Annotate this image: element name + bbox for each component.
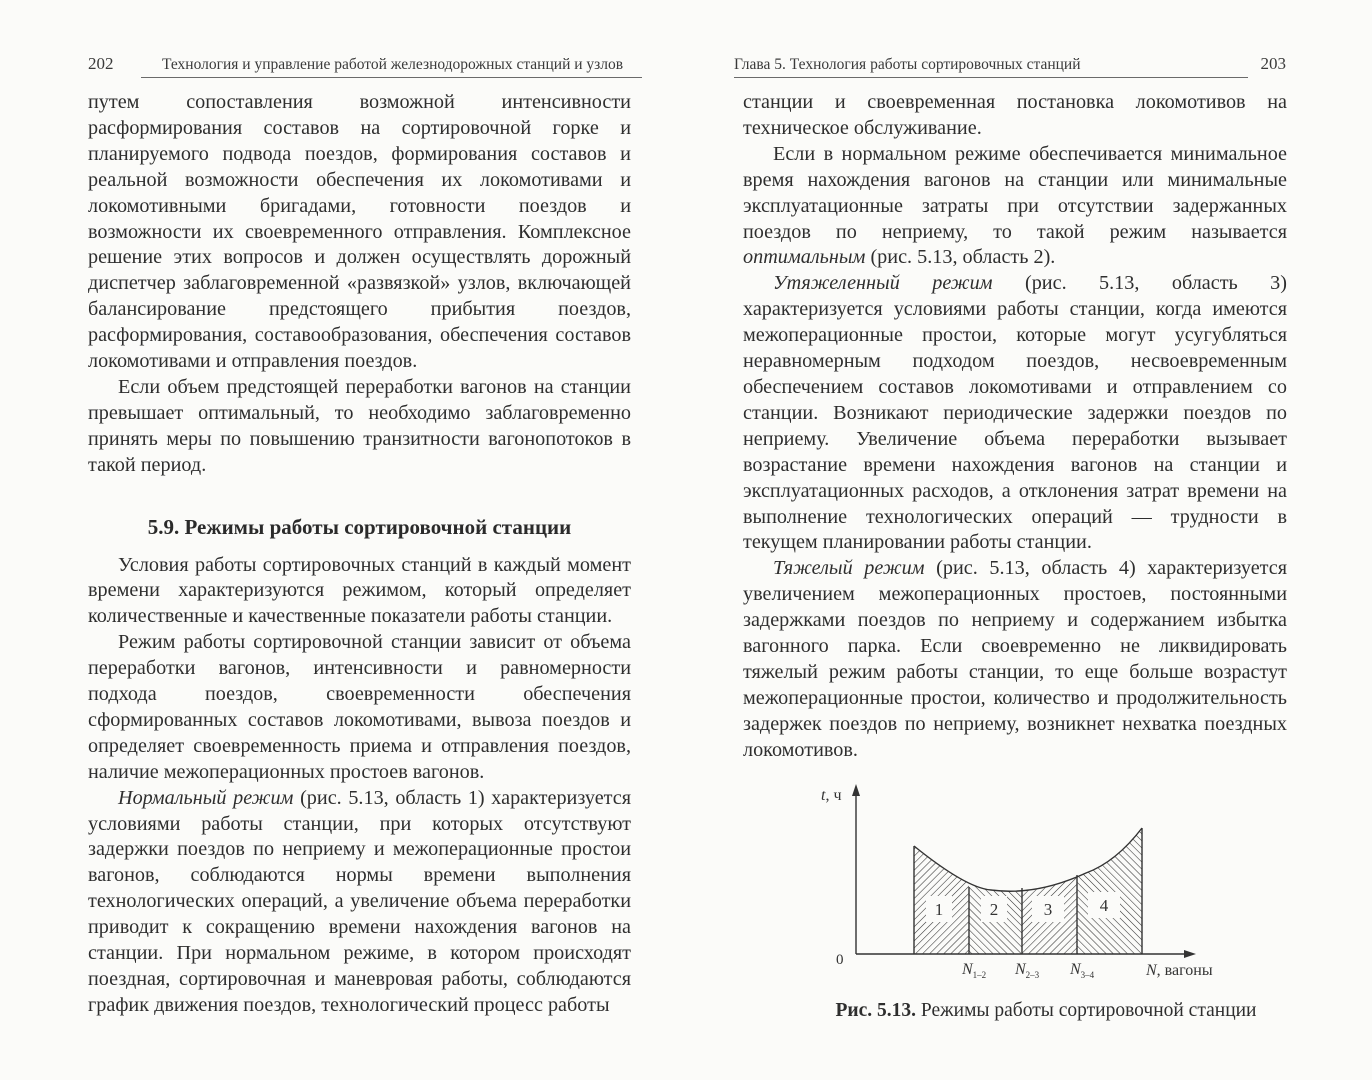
x-axis-label: N, вагоны (1146, 962, 1213, 979)
term-heavy-mode: Утяжеленный режим (773, 272, 993, 295)
origin-label: 0 (836, 952, 844, 968)
paragraph: станции и своевременная постановка локомотивов на техническое обслуживание. (743, 91, 1287, 139)
region-2 (969, 770, 1022, 954)
term-severe-mode: Тяжелый режим (773, 557, 925, 580)
paragraph: Условия работы сортировочных станций в каждый момент времени характеризуются режимом, который определяет количественные и качественные показатели работы станции. (88, 553, 631, 628)
y-axis-label: t, ч (821, 787, 842, 804)
paragraph: путем сопоставления возможной интенсивности расформирования составов на сортировочной горке и планируемого подвода поездов, формирования составов и реальной возможности обеспечения их локомотивами и локомотивными бригадами, готовности поездов и возможности их своевременного отправления. Комплексное решение этих вопросов и должен осуществлять дорожный диспетчер заблаговременной «развязкой» узлов, включающей балансирование предстоящего прибытия поездов, расформирования, составообразования, обеспечения составов локомотивами и отправления поездов. (88, 91, 631, 373)
running-head-right (734, 54, 1286, 74)
region-1 (914, 770, 969, 954)
paragraph-severe-mode (743, 556, 1287, 763)
paragraph: Режим работы сортировочной станции зависит от объема переработки вагонов, интенсивности и равномерности подхода поездов, своевременности обеспечения сформированных составов локомотивами, вывоза поездов и определяет своевременность приема и отправления поездов, наличие межоперационных простоев вагонов. (88, 631, 631, 783)
region-label-3: 3 (1043, 900, 1053, 919)
page-number: 202 (88, 54, 114, 73)
caption-text: Режимы работы сортировочной станции (916, 1000, 1257, 1021)
x-tick-n34: $N_{3-4}$ (1070, 961, 1095, 980)
x-axis-arrow-icon (1184, 950, 1196, 958)
x-tick-n12: $N_{1-2}$ (962, 961, 987, 980)
caption-label: Рис. 5.13. (835, 1000, 917, 1021)
region-label-4: 4 (1099, 896, 1109, 915)
x-tick-n23: $N_{2-3}$ (1015, 961, 1040, 980)
paragraph-optimal-mode (743, 142, 1287, 272)
running-title: Глава 5. Технология работы сортировочных станций (734, 56, 1081, 73)
paragraph: Если объем предстоящей переработки вагонов на станции превышает оптимальный, то необходимо заблаговременно принять меры по повышению транзитности вагонопотоков в такой период. (88, 375, 631, 476)
term-normal-mode: Нормальный режим (118, 786, 294, 809)
paragraph-text: (рис. 5.13, область 4) характеризуется увеличением межоперационных простоев, постоянными задержками поездов по неприему и содержанием избытка вагонного парка. Если своевременно не ликвидировать тяжелый режим работы станции, то еще больше возрастут межоперационные простои, количество и продолжительность задержек поездов по неприему, возникнет нехватка поездных локомотивов. (743, 557, 1287, 761)
term-optimal-mode: оптимальным (743, 246, 866, 269)
paragraph-normal-mode (88, 786, 631, 1019)
section-heading: 5.9. Режимы работы сортировочной станции (147, 514, 572, 539)
right-body-text (743, 90, 1287, 764)
header-rule (734, 77, 1248, 78)
region-label-2: 2 (989, 900, 999, 919)
figure-5-13 (816, 770, 1256, 1040)
page-number: 203 (1260, 54, 1286, 73)
figure-caption (816, 1000, 1276, 1022)
paragraph-text: (рис. 5.13, область 1) характеризуется условиями работы станции, при которых отсутствуют задержки поездов по неприему и межоперационные простои вагонов, соблюдаются нормы времени выполнения технологических операций, а увеличение объема переработки приводит к сокращению времени нахождения вагонов на станции. При нормальном режиме, в котором происходят поездная, сортировочная и маневровая работы, соблюдаются график движения поездов, технологический процесс работы (88, 786, 631, 1016)
left-body-text (88, 90, 631, 1019)
running-head-left (88, 54, 642, 74)
right-page (686, 0, 1372, 1080)
paragraph-text: Если в нормальном режиме обеспечивается минимальное время нахождения вагонов на станции или минимальные эксплуатационные затраты при отсутствии задержанных поездов по неприему, то такой режим называется (743, 142, 1287, 243)
running-title: Технология и управление работой железнодорожных станций и узлов (162, 56, 624, 73)
station-modes-diagram (816, 770, 1256, 1000)
region-label-1: 1 (934, 900, 944, 919)
region-4 (1077, 770, 1142, 954)
region-3 (1022, 770, 1077, 954)
paragraph-text: (рис. 5.13, область 2). (865, 246, 1056, 269)
paragraph-text: (рис. 5.13, область 3) характеризуется условиями работы станции, когда имеются межоперационные простои, которые могут усугубляться неравномерным подходом поездов, несвоевременным обеспечением составов локомотивами и отправлением со станции. Возникают периодические задержки поездов по неприему. Увеличение объема переработки вызывает возрастание времени нахождения вагонов на станции и эксплуатационных расходов, а отклонения затрат времени на выполнение технологических операций — трудности в текущем планировании работы станции. (743, 272, 1287, 554)
y-axis-arrow-icon (852, 784, 860, 796)
header-rule (141, 77, 642, 78)
paragraph-heavy-mode (743, 271, 1287, 556)
